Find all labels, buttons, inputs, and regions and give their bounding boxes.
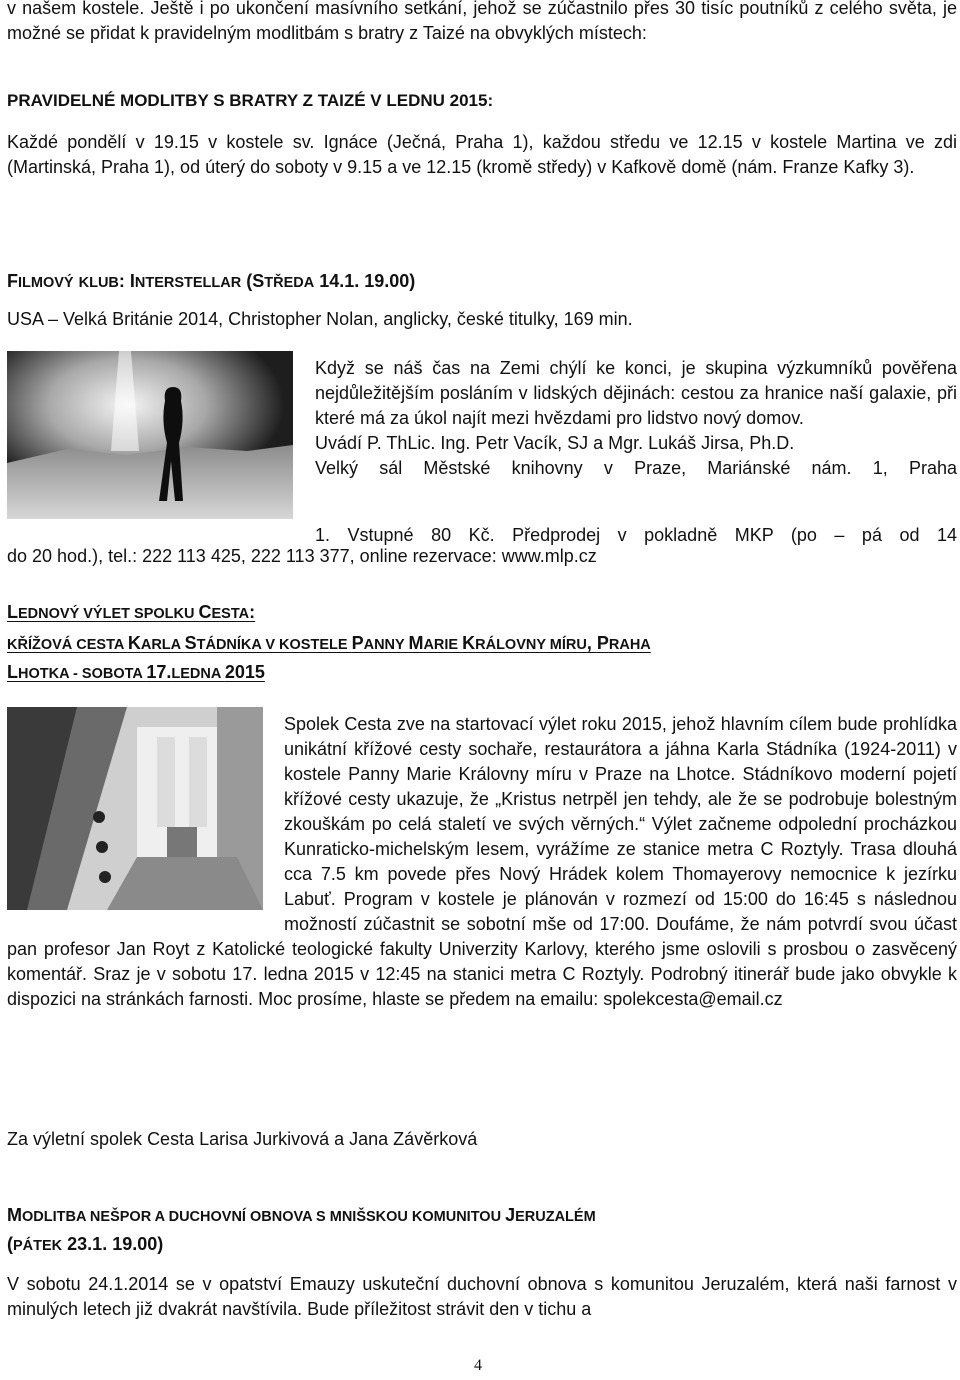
film-description: Když se náš čas na Zemi chýlí ke konci, je skupina výzkumníků pověřena nejdůležitějším posláním v lidských dějinách: cestou za hranice naší galaxie, při které má za úkol najít mezi hvězdami pro lidstvo nový domov. [315,358,957,428]
trip-signature: Za výletní spolek Cesta Larisa Jurkivová a Jana Závěrková [7,1129,478,1149]
prayer-date: (PÁTEK 23.1. 19.00) [7,1234,164,1254]
film-section [7,351,957,548]
trip-section [7,707,957,1012]
trip-date: LHOTKA - SOBOTA 17.LEDNA 2015 [7,662,265,682]
page-number: 4 [474,1357,482,1374]
prayer-description: V sobotu 24.1.2014 se v opatství Emauzy uskuteční duchovní obnova s komunitou Jeruzalém, která naši farnost v minulých letech již dvakrát navštívila. Bude příležitost strávit den v tichu a [7,1274,957,1319]
interstellar-poster-image [7,351,293,519]
prayer-heading: MODLITBA NEŠPOR A DUCHOVNÍ OBNOVA S MNIŠSKOU KOMUNITOU JERUZALÉM [7,1205,596,1225]
film-tickets: 1. Vstupné 80 Kč. Předprodej v pokladně MKP (po – pá od 14 [315,525,957,545]
film-heading: FILMOVÝ KLUB: INTERSTELLAR (STŘEDA 14.1. 19.00) [7,271,416,291]
interstellar-poster [7,351,293,519]
church-interior-photo [7,707,263,910]
film-presenter: Uvádí P. ThLic. Ing. Petr Vacík, SJ a Mgr. Lukáš Jirsa, Ph.D. [315,433,795,453]
taize-heading: PRAVIDELNÉ MODLITBY S BRATRY Z TAIZÉ V LEDNU 2015: [7,91,494,110]
taize-schedule: Každé pondělí v 19.15 v kostele sv. Ignáce (Ječná, Praha 1), každou středu ve 12.15 v kostele Martina ve zdi (Martinská, Praha 1), od úterý do soboty v 9.15 a ve 12.15 (kromě středy) v Kafkově domě (nám. Franze Kafky 3). [7,132,957,177]
film-venue: Velký sál Městské knihovny v Praze, Mariánské nám. 1, Praha [315,458,957,478]
film-subtitle: USA – Velká Británie 2014, Christopher Nolan, anglicky, české titulky, 169 min. [7,309,633,329]
trip-heading: LEDNOVÝ VÝLET SPOLKU CESTA: [7,602,256,622]
intro-paragraph: v našem kostele. Ještě i po ukončení masívního setkání, jehož se zúčastnilo přes 30 tisíc poutníků z celého světa, je možné se přidat k pravidelným modlitbám s bratry z Taizé na obvyklých místech: [7,0,957,43]
church-interior-image [7,707,263,910]
film-contacts: do 20 hod.), tel.: 222 113 425, 222 113 377, online rezervace: www.mlp.cz [7,546,597,566]
trip-description: Spolek Cesta zve na startovací výlet roku 2015, jehož hlavním cílem bude prohlídka unikátní křížové cesty sochaře, restaurátora a jáhna Karla Stádníka (1924-2011) v kostele Panny Marie Královny míru v Praze na Lhotce. Stádníkovo moderní pojetí křížové cesty ukazuje, že „Kristus netrpěl jen tehdy, ale že se podrobuje bolestným zkouškám po celá staletí ve svých věrných.“ Výlet začneme odpolední procházkou Kunraticko-michelským lesem, vyrážíme ze stanice metra C Roztyly. Trasa dlouhá cca 7.5 km povede přes Nový Hrádek kolem Thomayerovy nemocnice k jezírku Labuť. Program v kostele je plánován v rozmezí od 15:00 do 16:45 s následnou možností zúčastnit se sobotní mše od 17:00. Doufáme, že nám potvrdí svou účast pan profesor Jan Royt z Katolické teologické fakulty Univerzity Karlovy, kterého jsme oslovili s prosbou o zasvěcený komentář. Sraz je v sobotu 17. ledna 2015 v 12:45 na stanici metra C Roztyly. Podrobný itinerář bude jako obvykle k dispozici na stránkách farnosti. Moc prosíme, hlaste se předem na emailu: spolekcesta@email.cz [7,714,957,1009]
trip-title: KŘÍŽOVÁ CESTA KARLA STÁDNÍKA V KOSTELE PANNY MARIE KRÁLOVNY MÍRU, PRAHA [7,633,651,653]
